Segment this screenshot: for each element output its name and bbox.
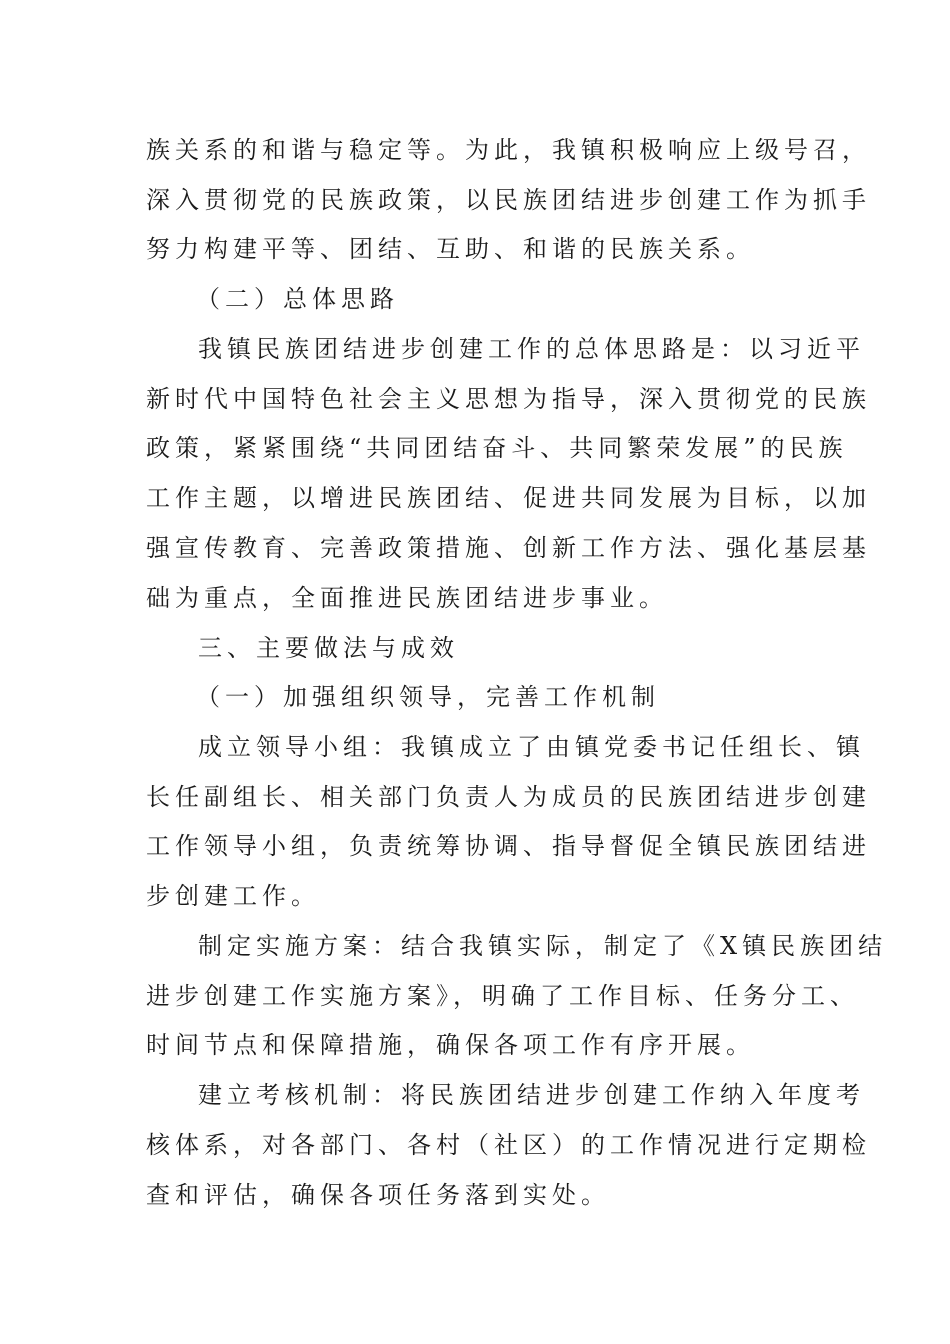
body-text-line: 步创建工作。 (146, 882, 320, 910)
body-text-line: 进步创建工作实施方案》，明确了工作目标、任务分工、 (146, 982, 859, 1010)
body-text-line: 深入贯彻党的民族政策，以民族团结进步创建工作为抓手 (146, 186, 871, 214)
body-text-line: 族关系的和谐与稳定等。为此，我镇积极响应上级号召， (146, 136, 871, 164)
body-text-line: 时间节点和保障措施，确保各项工作有序开展。 (146, 1031, 755, 1059)
body-text-line: 长任副组长、相关部门负责人为成员的民族团结进步创建 (146, 783, 871, 811)
chapter-heading: 三、主要做法与成效 (198, 634, 459, 662)
body-text-line: 新时代中国特色社会主义思想为指导，深入贯彻党的民族 (146, 385, 871, 413)
paragraph-start-line: 建立考核机制：将民族团结进步创建工作纳入年度考 (198, 1081, 865, 1109)
body-text-line: 查和评估，确保各项任务落到实处。 (146, 1181, 610, 1209)
section-heading: （二）总体思路 (196, 285, 399, 313)
body-text-line: 工作主题，以增进民族团结、促进共同发展为目标，以加 (146, 484, 871, 512)
body-text-line: 强宣传教育、完善政策措施、创新工作方法、强化基层基 (146, 534, 871, 562)
body-text-line: 努力构建平等、团结、互助、和谐的民族关系。 (146, 235, 755, 263)
paragraph-start-line: 制定实施方案：结合我镇实际，制定了《X镇民族团结 (198, 932, 888, 960)
section-heading: （一）加强组织领导，完善工作机制 (196, 683, 660, 711)
paragraph-start-line: 成立领导小组：我镇成立了由镇党委书记任组长、镇 (198, 733, 865, 761)
body-text-line: 工作领导小组，负责统筹协调、指导督促全镇民族团结进 (146, 832, 871, 860)
body-text-line: 政策，紧紧围绕“共同团结奋斗、共同繁荣发展”的民族 (146, 434, 848, 462)
paragraph-start-line: 我镇民族团结进步创建工作的总体思路是：以习近平 (198, 335, 865, 363)
body-text-line: 核体系，对各部门、各村（社区）的工作情况进行定期检 (146, 1131, 871, 1159)
body-text-line: 础为重点，全面推进民族团结进步事业。 (146, 584, 668, 612)
